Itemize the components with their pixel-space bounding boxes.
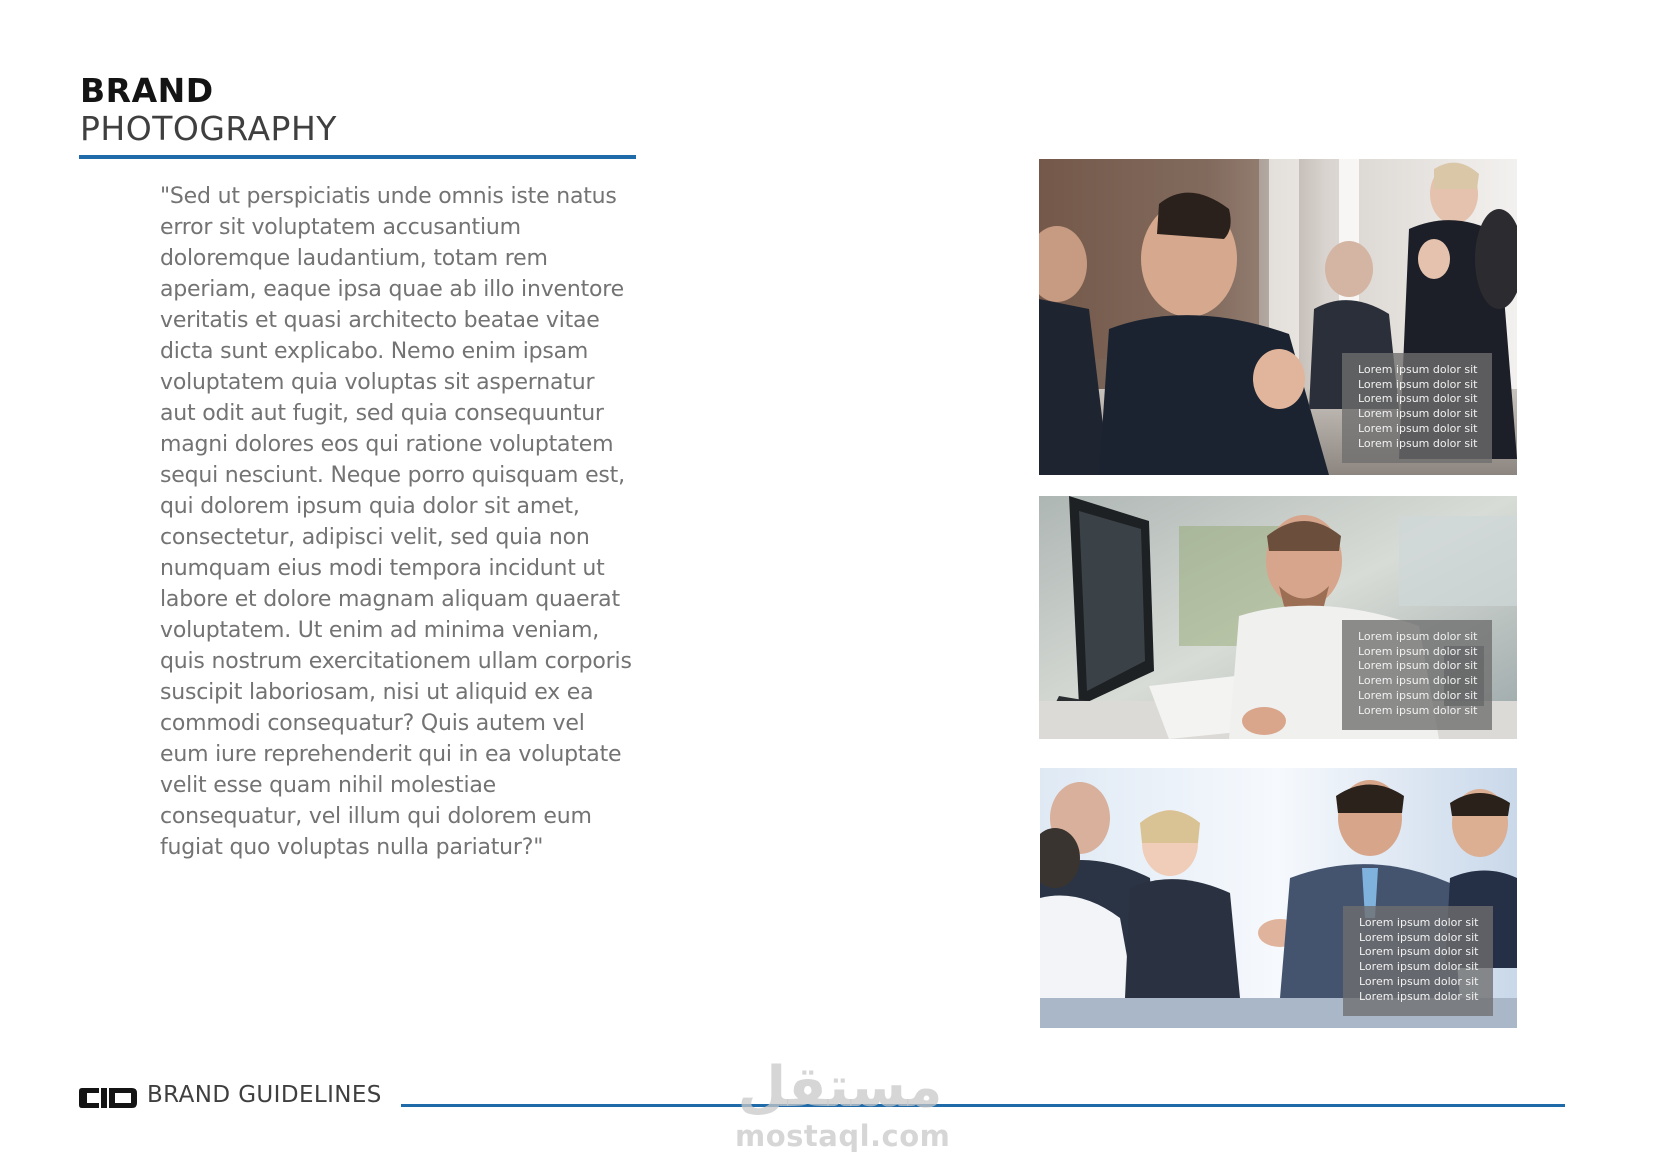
caption-line: Lorem ipsum dolor sit: [1358, 363, 1478, 376]
page-heading: [80, 72, 337, 148]
photo-caption-box: [1342, 353, 1492, 463]
photo-caption-box: [1343, 906, 1493, 1016]
caption-line: Lorem ipsum dolor sit: [1358, 703, 1478, 717]
caption-line: Lorem ipsum dolor sit: [1358, 407, 1478, 421]
heading-line-brand: BRAND: [80, 71, 214, 110]
photo-handshake-team: [1040, 768, 1517, 1028]
caption-line: Lorem ipsum dolor sit: [1358, 659, 1478, 673]
caption-line: Lorem ipsum dolor sit: [1358, 377, 1478, 391]
body-paragraph: "Sed ut perspiciatis unde omnis iste natus error sit voluptatem accusantium doloremque laudantium, totam rem aperiam, eaque ipsa quae ab illo inventore veritatis et quasi architecto beatae vitae dicta sunt explicabo. Nemo enim ipsam voluptatem quia voluptas sit aspernatur aut odit aut fugit, sed quia consequuntur magni dolores eos qui ratione voluptatem sequi nesciunt. Neque porro quisquam est, qui dolorem ipsum quia dolor sit amet, consectetur, adipisci velit, sed quia non numquam eius modi tempora incidunt ut labore et dolore magnam aliquam quaerat voluptatem. Ut enim ad minima veniam, quis nostrum exercitationem ullam corporis suscipit laboriosam, nisi ut aliquid ex ea commodi consequatur? Quis autem vel eum iure reprehenderit qui in ea voluptate velit esse quam nihil molestiae consequatur, vel illum qui dolorem eum fugiat quo voluptas nulla pariatur?": [160, 184, 632, 860]
photo-man-at-desk: [1039, 496, 1517, 739]
watermark-arabic-text: مستقل: [737, 1058, 943, 1120]
heading-line-photography: PHOTOGRAPHY: [80, 109, 337, 148]
caption-line: Lorem ipsum dolor sit: [1359, 974, 1479, 988]
caption-line: Lorem ipsum dolor sit: [1359, 916, 1479, 929]
caption-line: Lorem ipsum dolor sit: [1358, 421, 1478, 435]
watermark: [735, 1058, 951, 1153]
footer-title: BRAND GUIDELINES: [147, 1082, 382, 1108]
photo-caption-box: [1342, 620, 1492, 730]
cid-logo: [79, 1087, 137, 1113]
photo-meeting-applause: [1039, 159, 1517, 475]
caption-line: Lorem ipsum dolor sit: [1359, 945, 1479, 959]
caption-line: Lorem ipsum dolor sit: [1358, 644, 1478, 658]
cid-logo-mark: [79, 1087, 137, 1109]
caption-line: Lorem ipsum dolor sit: [1359, 989, 1479, 1003]
caption-line: Lorem ipsum dolor sit: [1358, 630, 1478, 643]
watermark-latin-text: mostaql.com: [735, 1119, 951, 1153]
caption-line: Lorem ipsum dolor sit: [1358, 392, 1478, 406]
caption-line: Lorem ipsum dolor sit: [1358, 436, 1478, 450]
caption-line: Lorem ipsum dolor sit: [1358, 674, 1478, 688]
caption-line: Lorem ipsum dolor sit: [1359, 960, 1479, 974]
caption-line: Lorem ipsum dolor sit: [1358, 688, 1478, 702]
caption-line: Lorem ipsum dolor sit: [1359, 930, 1479, 944]
heading-underline: [79, 155, 636, 159]
footer-rule: [401, 1104, 1565, 1107]
